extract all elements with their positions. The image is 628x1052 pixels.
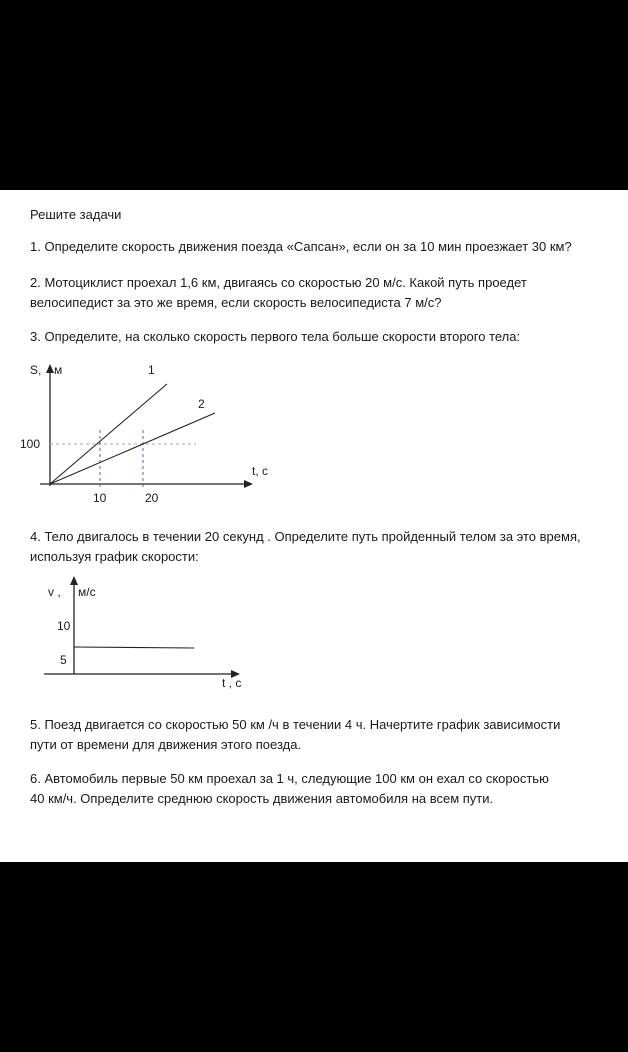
distance-time-graph (0, 350, 300, 510)
graph2-y-arrow (70, 576, 78, 585)
graph1-y-tick-100: 100 (20, 437, 41, 451)
graph1-line-2-label: 2 (198, 397, 205, 411)
graph1-x-tick-10: 10 (93, 491, 107, 505)
graph2-series-velocity-line (74, 647, 194, 648)
task-2-line-2: велосипедист за это же время, если скорость велосипедиста 7 м/с? (30, 295, 442, 310)
task-4-line-1: 4. Тело двигалось в течении 20 секунд . Определите путь пройденный телом за это время, (30, 529, 581, 544)
graph1-series-2-line (50, 413, 215, 484)
graph2-y-tick-10: 10 (57, 619, 71, 633)
graph2-y-letter: v , (48, 585, 61, 599)
graph1-x-tick-20: 20 (145, 491, 159, 505)
task-3: 3. Определите, на сколько скорость первого тела больше скорости второго тела: (30, 329, 521, 344)
graph1-line-1-label: 1 (148, 363, 155, 377)
worksheet-page (0, 190, 628, 862)
task-6-line-1: 6. Автомобиль первые 50 км проехал за 1 ч, следующие 100 км он ехал со скоростью (30, 771, 549, 786)
task-6-line-2: 40 км/ч. Определите среднюю скорость движения автомобиля на всем пути. (30, 791, 494, 806)
graph1-y-unit: м (54, 363, 63, 377)
graph1-y-arrow (46, 364, 54, 373)
velocity-time-graph (0, 570, 300, 710)
graph1-series-1-line (50, 384, 167, 484)
task-5-line-2: пути от времени для движения этого поезда. (30, 737, 302, 752)
task-4-line-2: используя график скорости: (30, 549, 199, 564)
task-5-line-1: 5. Поезд двигается со скоростью 50 км /ч в течении 4 ч. Начертите график зависимости (30, 717, 561, 732)
graph2-y-unit: м/с (78, 585, 96, 599)
graph2-y-tick-5: 5 (60, 653, 67, 667)
task-1: 1. Определите скорость движения поезда «Сапсан», если он за 10 мин проезжает 30 км? (30, 239, 572, 254)
graph2-x-label: t , с (222, 676, 242, 690)
task-2-line-1: 2. Мотоциклист проехал 1,6 км, двигаясь со скоростью 20 м/с. Какой путь проедет (30, 275, 527, 290)
worksheet-heading: Решите задачи (30, 207, 122, 222)
graph1-x-arrow (244, 480, 253, 488)
graph1-x-label: t, с (252, 464, 269, 478)
graph1-y-letter: S, (30, 363, 42, 377)
